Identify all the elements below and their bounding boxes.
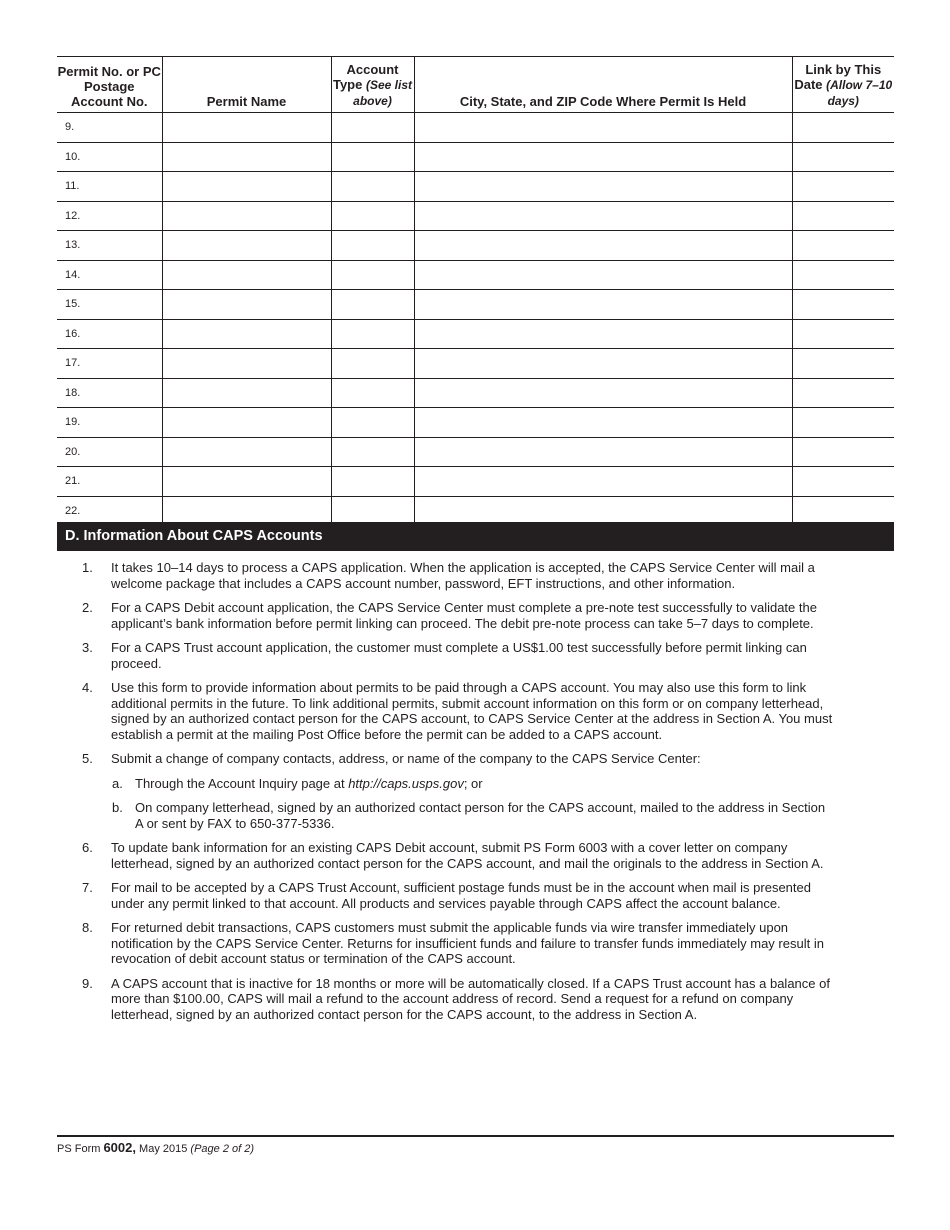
permit-name-cell[interactable] [162, 496, 331, 525]
permit-row [57, 290, 894, 320]
info-item-text: A CAPS account that is inactive for 18 months or more will be automatically closed. If a CAPS Trust account has a balance of more than $100.00, CAPS will mail a refund to the account address of record. Send a request for a refund on company letterhead, signed by an authorized contact person for the CAPS account, to the address in Section A. [111, 975, 830, 1022]
permit-name-cell[interactable] [162, 142, 331, 172]
info-item-text: Submit a change of company contacts, address, or name of the company to the CAPS Service Center: [111, 751, 701, 766]
info-item-text: For a CAPS Debit account application, the CAPS Service Center must complete a pre-note test successfully to validate the applicant’s bank information before permit linking can proceed. The debit pre-note process can take 5–7 days to complete. [111, 600, 817, 631]
link-date-cell[interactable] [792, 319, 894, 349]
header-account-type [331, 57, 414, 113]
header-city-state-zip: City, State, and ZIP Code Where Permit Is Held [414, 57, 792, 113]
info-item-number: 6. [82, 840, 93, 855]
link-date-cell[interactable] [792, 201, 894, 231]
info-sub-item-a [57, 776, 894, 792]
account-type-cell[interactable] [331, 496, 414, 525]
permit-number-cell[interactable]: 12. [57, 201, 162, 231]
info-item-text: It takes 10–14 days to process a CAPS application. When the application is accepted, the CAPS Service Center will mail a welcome package that includes a CAPS account number, password, EFT instructions, and other information. [111, 560, 815, 591]
permit-number-cell[interactable]: 20. [57, 437, 162, 467]
permit-number-cell[interactable]: 16. [57, 319, 162, 349]
header-link-date-label: Link by This Date [794, 62, 882, 92]
permit-name-cell[interactable] [162, 467, 331, 497]
permit-name-cell[interactable] [162, 437, 331, 467]
permit-number-cell[interactable]: 18. [57, 378, 162, 408]
permit-number-cell[interactable]: 21. [57, 467, 162, 497]
permit-table [57, 56, 894, 525]
permit-row [57, 113, 894, 143]
permit-row [57, 260, 894, 290]
header-permit-no: Permit No. or PC Postage Account No. [57, 57, 162, 113]
info-item-3 [57, 640, 894, 671]
permit-name-cell[interactable] [162, 113, 331, 143]
permit-row [57, 349, 894, 379]
info-item-number: 1. [82, 560, 93, 575]
info-item-9 [57, 976, 894, 1023]
permit-row [57, 378, 894, 408]
city-state-zip-cell[interactable] [414, 496, 792, 525]
info-item-number: 8. [82, 920, 93, 935]
info-item-text: For a CAPS Trust account application, the customer must complete a US$1.00 test successfully before permit linking can proceed. [111, 640, 807, 671]
sub-item-a-text-before: Through the Account Inquiry page at [135, 775, 349, 791]
header-account-type-label: Account Type [332, 62, 399, 92]
link-date-cell[interactable] [792, 408, 894, 438]
permit-number-cell[interactable]: 14. [57, 260, 162, 290]
info-item-number: 2. [82, 600, 93, 615]
info-item-6 [57, 840, 894, 871]
permit-number-cell[interactable]: 15. [57, 290, 162, 320]
account-type-cell[interactable] [331, 231, 414, 261]
city-state-zip-cell[interactable] [414, 142, 792, 172]
account-type-cell[interactable] [331, 349, 414, 379]
permit-row [57, 319, 894, 349]
info-item-number: 7. [82, 880, 93, 895]
city-state-zip-cell[interactable] [414, 437, 792, 467]
city-state-zip-cell[interactable] [414, 231, 792, 261]
permit-row [57, 437, 894, 467]
info-sub-item-b [57, 800, 894, 831]
permit-number-cell[interactable]: 10. [57, 142, 162, 172]
info-item-number: 4. [82, 680, 93, 695]
permit-name-cell[interactable] [162, 349, 331, 379]
permit-number-cell[interactable]: 17. [57, 349, 162, 379]
info-item-number: 9. [82, 975, 93, 991]
footer-date: May 2015 [136, 1143, 191, 1155]
permit-row [57, 467, 894, 497]
header-link-date [792, 57, 894, 113]
city-state-zip-cell[interactable] [414, 201, 792, 231]
city-state-zip-cell[interactable] [414, 113, 792, 143]
city-state-zip-cell[interactable] [414, 408, 792, 438]
permit-name-cell[interactable] [162, 260, 331, 290]
city-state-zip-cell[interactable] [414, 319, 792, 349]
sub-item-b-text: On company letterhead, signed by an authorized contact person for the CAPS account, mailed to the address in Section A or sent by FAX to 650-377-5336. [135, 800, 826, 831]
permit-row [57, 172, 894, 202]
info-item-7 [57, 880, 894, 911]
permit-name-cell[interactable] [162, 319, 331, 349]
account-type-cell[interactable] [331, 378, 414, 408]
info-item-text: For mail to be accepted by a CAPS Trust Account, sufficient postage funds must be in the account when mail is presented under any permit linked to that account. All products and services payable through CAPS affect the account balance. [111, 880, 811, 911]
info-item-8 [57, 920, 894, 967]
permit-row [57, 496, 894, 525]
link-date-cell[interactable] [792, 260, 894, 290]
account-type-cell[interactable] [331, 319, 414, 349]
city-state-zip-cell[interactable] [414, 467, 792, 497]
header-account-type-note: (See list above) [353, 78, 413, 108]
permit-name-cell[interactable] [162, 201, 331, 231]
city-state-zip-cell[interactable] [414, 378, 792, 408]
sub-item-letter: a. [112, 775, 123, 791]
permit-number-cell[interactable]: 13. [57, 231, 162, 261]
permit-row [57, 408, 894, 438]
account-type-cell[interactable] [331, 172, 414, 202]
account-type-cell[interactable] [331, 408, 414, 438]
permit-row [57, 201, 894, 231]
link-date-cell[interactable] [792, 349, 894, 379]
city-state-zip-cell[interactable] [414, 172, 792, 202]
permit-name-cell[interactable] [162, 231, 331, 261]
info-item-text: To update bank information for an existing CAPS Debit account, submit PS Form 6003 with a cover letter on company letterhead, signed by an authorized contact person for the CAPS account, and mail the originals to the address in Section A. [111, 840, 824, 871]
link-date-cell[interactable] [792, 378, 894, 408]
account-type-cell[interactable] [331, 142, 414, 172]
info-item-5 [57, 751, 894, 767]
permit-number-cell[interactable]: 22. [57, 496, 162, 525]
permit-number-cell[interactable]: 9. [57, 113, 162, 143]
link-date-cell[interactable] [792, 290, 894, 320]
link-date-cell[interactable] [792, 467, 894, 497]
permit-name-cell[interactable] [162, 172, 331, 202]
info-item-text: For returned debit transactions, CAPS customers must submit the applicable funds via wire transfer immediately upon notification by the CAPS Service Center. Returns for insufficient funds and failure to transfer funds immediately may result in revocation of debit account status or termination of the CAPS account. [111, 920, 824, 966]
permit-row [57, 142, 894, 172]
caps-info-list [57, 560, 894, 1031]
header-permit-name: Permit Name [162, 57, 331, 113]
footer-page: (Page 2 of 2) [190, 1143, 255, 1155]
info-item-2 [57, 600, 894, 631]
account-type-cell[interactable] [331, 113, 414, 143]
info-item-1 [57, 560, 894, 591]
caps-inquiry-link[interactable]: http://caps.usps.gov [348, 775, 464, 791]
permit-number-cell[interactable]: 19. [57, 408, 162, 438]
sub-item-letter: b. [112, 800, 123, 815]
footer-form-number: 6002, [103, 1140, 136, 1155]
city-state-zip-cell[interactable] [414, 349, 792, 379]
account-type-cell[interactable] [331, 467, 414, 497]
link-date-cell[interactable] [792, 496, 894, 525]
account-type-cell[interactable] [331, 437, 414, 467]
link-date-cell[interactable] [792, 437, 894, 467]
link-date-cell[interactable] [792, 172, 894, 202]
city-state-zip-cell[interactable] [414, 260, 792, 290]
account-type-cell[interactable] [331, 201, 414, 231]
account-type-cell[interactable] [331, 290, 414, 320]
info-item-number: 5. [82, 751, 93, 766]
form-footer [57, 1140, 254, 1155]
header-link-date-note: (Allow 7–10 days) [826, 78, 893, 108]
info-item-4 [57, 680, 894, 742]
sub-item-a-text-after: ; or [463, 775, 483, 791]
permit-number-cell[interactable]: 11. [57, 172, 162, 202]
permit-name-cell[interactable] [162, 408, 331, 438]
permit-name-cell[interactable] [162, 378, 331, 408]
footer-divider [57, 1135, 894, 1137]
city-state-zip-cell[interactable] [414, 290, 792, 320]
info-item-number: 3. [82, 640, 93, 655]
link-date-cell[interactable] [792, 231, 894, 261]
account-type-cell[interactable] [331, 260, 414, 290]
info-item-text: Use this form to provide information about permits to be paid through a CAPS account. You may also use this form to link additional permits in the future. To link additional permits, submit account information on this form or on company letterhead, signed by an authorized contact person for the CAPS account, to CAPS Service Center at the address in Section A. You must establish a permit at the mailing Post Office before the permit can be added to a CAPS account. [111, 680, 833, 742]
link-date-cell[interactable] [792, 142, 894, 172]
link-date-cell[interactable] [792, 113, 894, 143]
footer-prefix: PS Form [57, 1143, 104, 1155]
permit-row [57, 231, 894, 261]
section-d-title: D. Information About CAPS Accounts [57, 522, 894, 551]
permit-table-header [57, 57, 894, 113]
permit-name-cell[interactable] [162, 290, 331, 320]
